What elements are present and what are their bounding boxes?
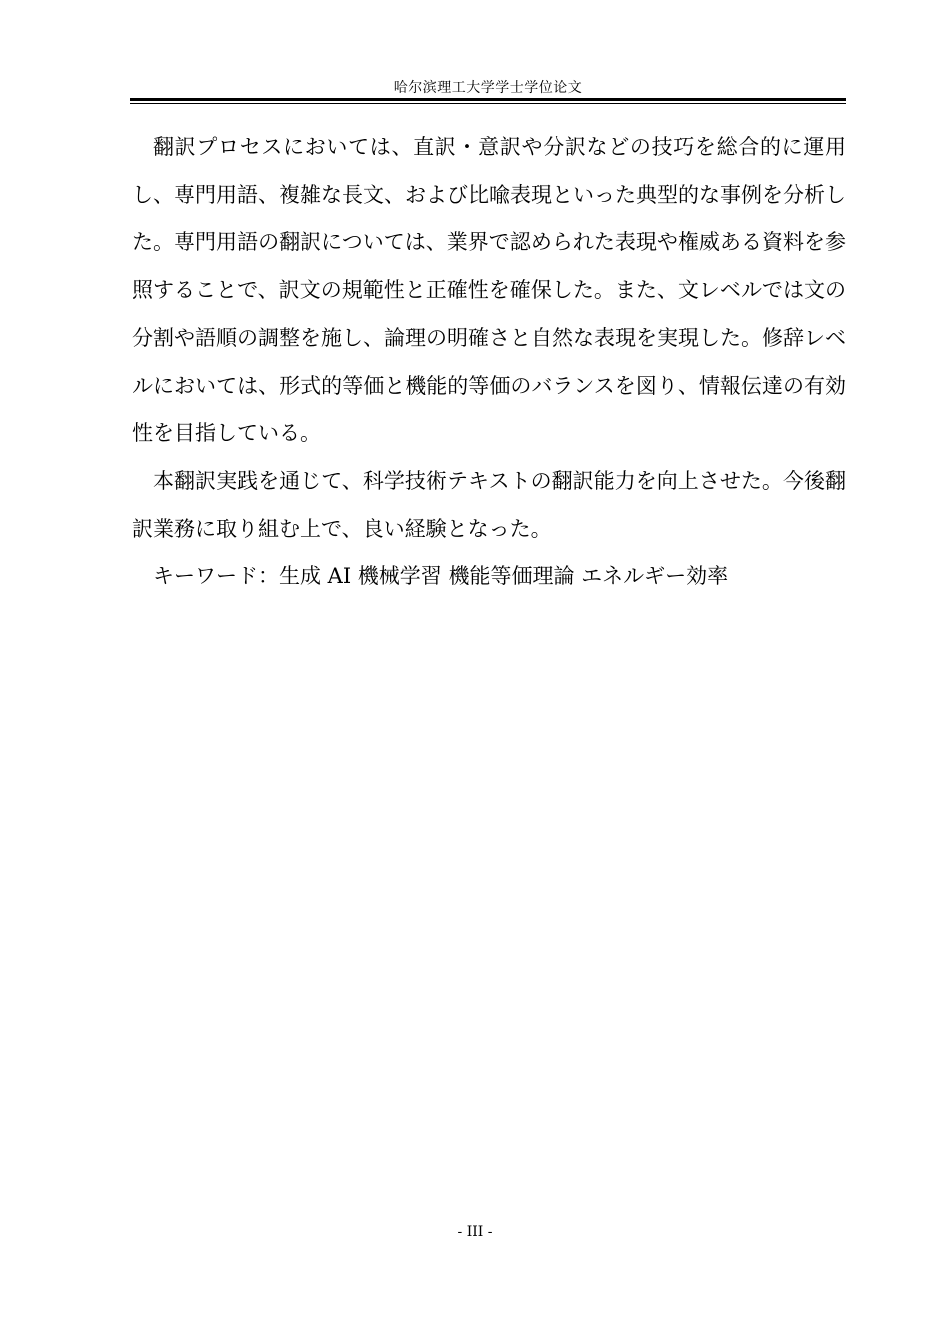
page-body <box>132 124 846 601</box>
keywords-line <box>132 553 846 601</box>
header-rule-thick <box>130 98 846 101</box>
paragraph-conclusion: 本翻訳実践を通じて、科学技術テキストの翻訳能力を向上させた。今後翻訳業務に取り組む上で、良い経験となった。 <box>132 468 846 541</box>
paragraph-translation-process: 翻訳プロセスにおいては、直訳・意訳や分訳などの技巧を総合的に運用し、専門用語、複雑な長文、および比喩表現といった典型的な事例を分析した。専門用語の翻訳については、業界で認められた表現や権威ある資料を参照することで、訳文の規範性と正確性を確保した。また、文レベルでは文の分割や語順の調整を施し、論理の明確さと自然な表現を実現した。修辞レベルにおいては、形式的等価と機能的等価のバランスを図り、情報伝達の有効性を目指している。 <box>132 135 846 446</box>
keywords-label: キーワード： <box>153 564 279 589</box>
keywords-terms: 生成 AI 機械学習 機能等価理論 エネルギー効率 <box>279 564 729 589</box>
page-number: - III - <box>457 1224 493 1240</box>
header-rule-thin <box>130 103 846 104</box>
running-header: 哈尔滨理工大学学士学位论文 <box>393 80 583 96</box>
